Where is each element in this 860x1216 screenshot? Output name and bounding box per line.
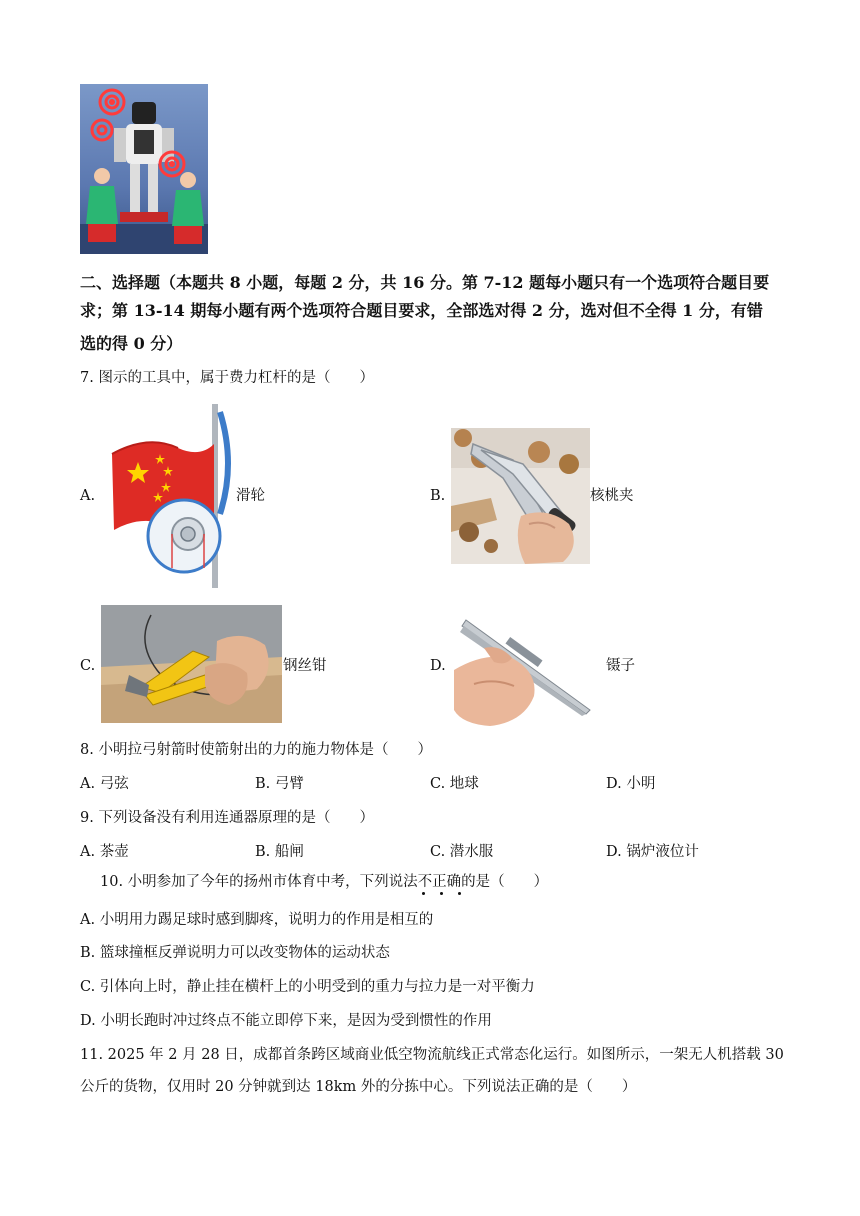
q8-option-d: D. 小明 (606, 776, 656, 792)
section-heading-line1: 二、选择题（本题共 8 小题，每题 2 分，共 16 分。第 7-12 题每小题只有一个选项符合题目要 (80, 273, 770, 292)
q9-stem: 9. 下列设备没有利用连通器原理的是（ ） (80, 810, 374, 826)
q7-stem: 7. 图示的工具中，属于费力杠杆的是（ ） (80, 370, 374, 386)
walnut-cracker-image (451, 428, 590, 564)
q10-option-d: D. 小明长跑时冲过终点不能立即停下来，是因为受到惯性的作用 (80, 1013, 492, 1029)
section-heading-line2: 求；第 13-14 期每小题有两个选项符合题目要求，全部选对得 2 分，选对但不全得 1 分，有错 (80, 301, 763, 320)
q7-option-c-label: 钢丝钳 (283, 658, 327, 674)
q7-option-d-letter: D. (430, 658, 446, 674)
q7-option-c-letter: C. (80, 658, 96, 674)
q8-stem: 8. 小明拉弓射箭时使箭射出的力的施力物体是（ ） (80, 742, 432, 758)
q10-option-a: A. 小明用力踢足球时感到脚疼，说明力的作用是相互的 (80, 912, 434, 928)
q11-line2: 公斤的货物，仅用时 20 分钟就到达 18km 外的分拣中心。下列说法正确的是（ ） (80, 1079, 637, 1095)
q10-stem-after: 的是（ ） (461, 874, 549, 890)
flag-pulley-image (108, 404, 240, 588)
q7-option-d-label: 镊子 (606, 658, 635, 674)
q7-option-a-label: 滑轮 (236, 488, 265, 504)
q11-line1: 11. 2025 年 2 月 28 日，成都首条跨区域商业低空物流航线正式常态化运行。如图所示，一架无人机搭载 30 (80, 1047, 784, 1063)
q10-stem (100, 872, 548, 892)
q10-stem-before: 10. 小明参加了今年的扬州市体育中考，下列说法 (100, 874, 418, 890)
q9-option-a: A. 茶壶 (80, 844, 129, 860)
q10-option-c: C. 引体向上时，静止挂在横杆上的小明受到的重力与拉力是一对平衡力 (80, 979, 535, 995)
robot-performance-photo (80, 84, 208, 254)
emphasis-dots (418, 892, 478, 898)
q10-stem-emphasis: 不正确 (417, 874, 462, 890)
q7-option-a-letter: A. (80, 488, 96, 504)
q7-option-b-letter: B. (430, 488, 446, 504)
q9-option-d: D. 锅炉液位计 (606, 844, 699, 860)
q10-option-b: B. 篮球撞框反弹说明力可以改变物体的运动状态 (80, 945, 390, 961)
q8-option-a: A. 弓弦 (80, 776, 129, 792)
tweezers-image (454, 614, 594, 729)
q7-option-b-label: 核桃夹 (590, 488, 634, 504)
q8-option-b: B. 弓臂 (255, 776, 304, 792)
q9-option-c: C. 潜水服 (430, 844, 494, 860)
q8-option-c: C. 地球 (430, 776, 479, 792)
section-heading-line3: 选的得 0 分） (80, 334, 183, 353)
q9-option-b: B. 船闸 (255, 844, 304, 860)
wire-pliers-image (101, 605, 282, 723)
